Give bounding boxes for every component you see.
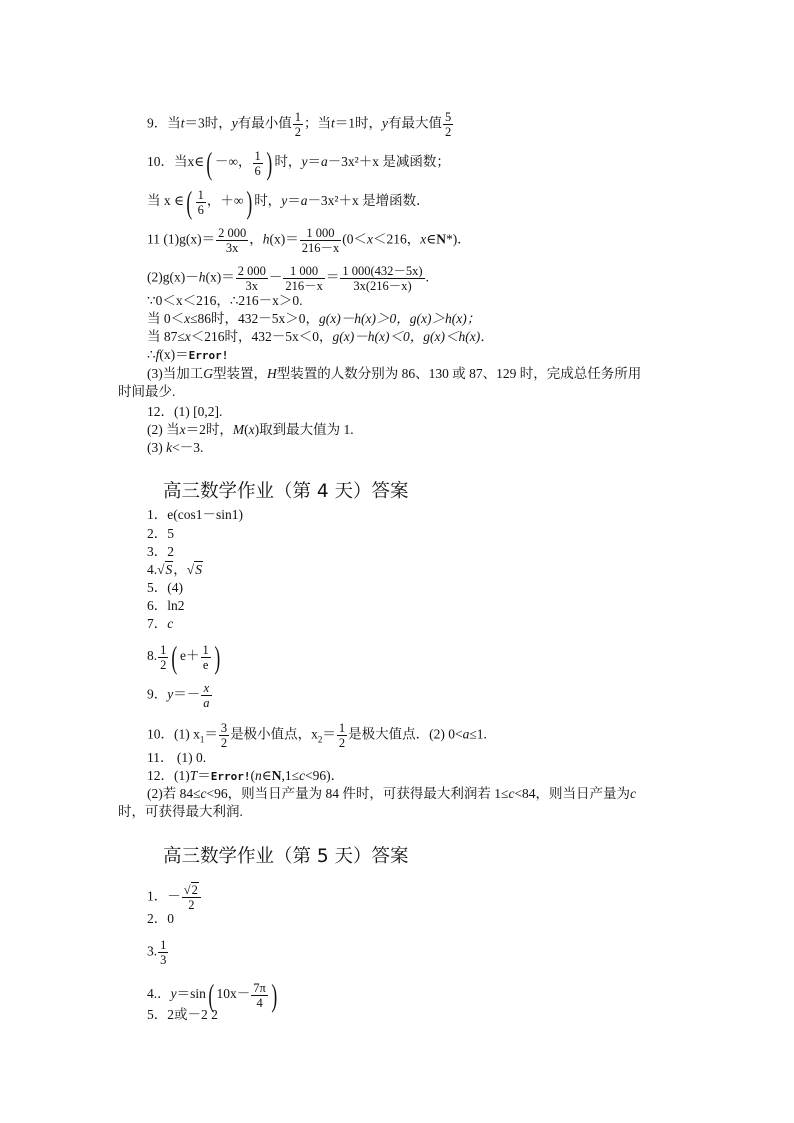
day5-answer-4: 4.．y＝sin( 10x－ $\frac{7\pi}{4}$ ) [147,977,278,1013]
day4-answer-6: 6．ln2 [147,598,185,613]
day4-answer-10: 10．(1) $x_1=$ $\frac{3}{2}$ 是极小值点，$x_2=$ $\frac{1}{2}$ 是极大值点．(2) 0<a≤1. [147,721,487,750]
fraction: $\frac{1}{6}$ [197,187,204,217]
day4-answer-11: 11． (1) 0. [147,750,207,765]
section-title-day4: 高三数学作业（第 4 天）答案 [163,481,409,502]
fraction: $\frac{1 000}{216-x}$ [301,226,340,255]
fraction: $\frac{x}{a}$ [203,681,210,710]
fraction: $\frac{√2}{2}$ [182,883,201,912]
day4-answer-4: 4.√S，√S [147,562,202,577]
fraction: $\frac{2 000}{3x}$ [218,226,247,255]
fraction: $\frac{1 000}{216-x}$ [285,264,323,293]
answer-11-part1: 11 (1)g(x)＝ $\frac{2 000}{3x}$ ，h(x)＝ $\frac{1 000}{216-x}$ (0＜x＜216，x∈N*)． [147,226,471,255]
day4-answer-12-part1: 12．(1)T＝Error!(n∈N,1≤c<96)． [147,768,345,783]
fraction: $\frac{5}{2}$ [445,110,452,139]
day4-answer-9: 9．y＝－ $\frac{x}{a}$ [147,681,210,710]
fraction: $\frac{3}{2}$ [220,721,228,750]
day5-answer-5: 5．2或－2 2 [147,1007,218,1022]
answer-11-part3-cont: 时间最少. [118,384,176,399]
section-title-day5: 高三数学作业（第 5 天）答案 [163,846,409,867]
answer-11-part2: (2)g(x)－h(x)＝ $\frac{2 000}{3x}$ － $\frac{1 000}{216-x}$ ＝ $\frac{1 000(432-5x)}{3x(216-x)}$ . [147,264,429,293]
answer-11-conclusion: ∴f(x)＝Error! [147,347,229,362]
day4-answer-5: 5．(4) [147,580,183,595]
answer-10-increasing: 当 x ∈( $\frac{1}{6}$ ，＋∞) 时，y＝a－3x²＋x 是增函数． [147,184,430,220]
answer-12-part2: (2) 当x＝2时，M(x)取到最大值为 1. [147,422,354,437]
fraction: $\frac{1}{2}$ [338,721,346,750]
answer-9: 9．当t＝3时，y有最小值 $\frac{1}{2}$ ；当t＝1时，y有最大值 $\frac{5}{2}$ [147,110,452,139]
day5-answer-3: 3. $\frac{1}{3}$ [147,938,167,967]
day4-answer-3: 3．2 [147,544,174,559]
answer-10-decreasing: 10．当x∈( －∞， $\frac{1}{6}$ ) 时，y＝a－3x²＋x 是减函数； [147,145,450,181]
fraction: $\frac{1}{2}$ [294,110,302,139]
day4-answer-7: 7．c [147,616,174,631]
day4-answer-2: 2．5 [147,526,174,541]
day4-answer-1: 1．e(cos1－sin1) [147,507,243,522]
day4-answer-8: 8. $\frac{1}{2}$ ( e＋ $\frac{1}{e}$ ) [147,639,221,675]
day5-answer-1: 1．－ $\frac{√2}{2}$ [147,883,202,912]
fraction: $\frac{1 000(432-5x)}{3x(216-x)}$ [342,264,423,293]
day4-answer-12-part2: (2)若 84≤c<96，则当日产量为 84 件时，可获得最大利润若 1≤c<84，则当日产量为c [147,786,637,801]
fraction: $\frac{1}{3}$ [160,938,167,967]
answer-11-case2: 当 87≤x＜216时，432－5x＜0，g(x)－h(x)＜0，g(x)＜h(x)． [147,329,494,344]
fraction: $\frac{7\pi}{4}$ [253,980,266,1010]
answer-11-range: ∵0＜x＜216，∴216－x＞0. [147,293,303,308]
day4-answer-12-part2-cont: 时，可获得最大利润. [118,804,243,819]
answer-12-part3: (3) k<－3. [147,440,204,455]
answer-11-part3: (3)当加工G型装置，H型装置的人数分别为 86、130 或 87、129 时，完成总任务所用 [147,366,642,381]
fraction: $\frac{1}{e}$ [202,642,209,672]
fraction: $\frac{1}{2}$ [160,642,167,672]
fraction: $\frac{2 000}{3x}$ [237,264,266,293]
fraction: $\frac{1}{6}$ [254,148,261,178]
day5-answer-2: 2．0 [147,911,174,926]
answer-11-case1: 当 0＜x≤86时，432－5x＞0，g(x)－h(x)＞0，g(x)＞h(x)； [147,311,481,326]
answer-12-part1: 12．(1) [0,2]. [147,404,223,419]
